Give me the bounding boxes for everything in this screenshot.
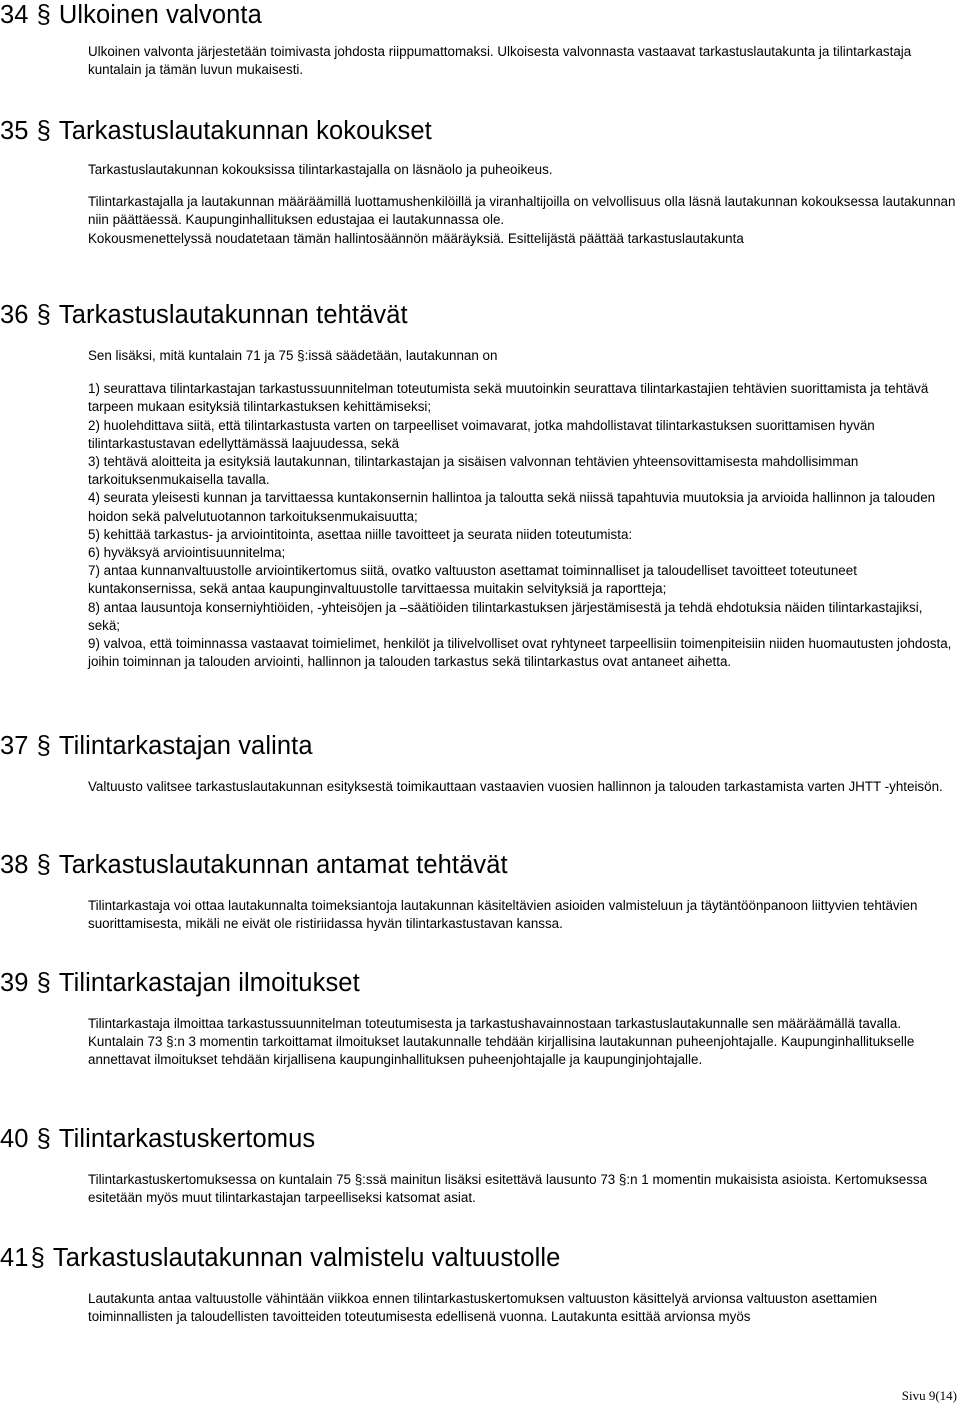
paragraph: Tarkastuslautakunnan kokouksissa tilintarkastajalla on läsnäolo ja puheoikeus. — [88, 162, 553, 177]
section-body — [88, 161, 956, 248]
paragraph: Tilintarkastaja ilmoittaa tarkastussuunnitelman toteutumisesta ja tarkastushavainnostaan tarkastuslautakunnalle sen määräämällä tavalla. Kuntalain 73 §:n 3 momentin tarkoittamat ilmoitukset lautakunnalle tehdään kirjallisina lautakunnan puheenjohtajalle. Kaupunginhallitukselle annettavat ilmoitukset tehdään kirjallisena kaupunginhallituksen puheenjohtajalle ja kaupunginjohtajalle. — [88, 1016, 915, 1068]
paragraph: Tilintarkastajalla ja lautakunnan määräämillä luottamushenkilöillä ja viranhaltijoilla on velvollisuus olla läsnä lautakunnan kokouksessa lautakunnan niin päättäessä. Kaupunginhallituksen edustajaa ei lautakunnassa ole. — [88, 194, 956, 228]
section-title: Tarkastuslautakunnan tehtävät — [58, 301, 408, 329]
section-body — [88, 1015, 956, 1070]
section-body — [88, 43, 956, 79]
section-number: 34 — [0, 1, 29, 29]
section-title: Tilintarkastuskertomus — [58, 1125, 316, 1153]
intro-text: Sen lisäksi, mitä kuntalain 71 ja 75 §:issä säädetään, lautakunnan on — [88, 348, 498, 363]
list-item: 5) kehittää tarkastus- ja arviointitointa, asettaa niille tavoitteet ja seurata niiden toteutumista: — [88, 526, 633, 542]
section-body — [88, 1171, 956, 1207]
section-39 — [0, 968, 960, 1070]
section-number: 36 — [0, 301, 29, 329]
paragraph-sign-icon: § — [36, 851, 51, 879]
list-item: 9) valvoa, että toiminnassa vastaavat toimielimet, henkilöt ja tilivelvolliset ovat ryhtyneet tarpeellisiin toimenpiteisiin niiden huomautusten johdosta, joihin toiminnan ja talouden arviointi, hallinnon ja talouden tarkastus sekä tilintarkastus ovat antaneet aihetta. — [88, 636, 952, 670]
list-item: 6) hyväksyä arviointisuunnitelma; — [88, 545, 286, 561]
list-item: 7) antaa kunnanvaltuustolle arviointikertomus siitä, ovatko valtuuston asettamat toiminnalliset ja taloudelliset tavoitteet toteutuneet kuntakonsernissa, sekä antaa kaupunginvaltuustolle tarvittaessa muitakin selvityksiä ja raportteja; — [88, 563, 857, 597]
section-heading — [0, 850, 960, 880]
paragraph: Lautakunta antaa valtuustolle vähintään viikkoa ennen tilintarkastuskertomuksen valtuuston käsittelyä arvionsa valtuuston asettamien toiminnallisten ja taloudellisten tavoitteiden toteutumisesta edellisenä vuonna. Lautakunta esittää arvionsa myös — [88, 1291, 878, 1325]
list-item: 8) antaa lausuntoja konserniyhtiöiden, -yhteisöjen ja –säätiöiden tilintarkastuksen järjestämisestä ja tehdä ehdotuksia näiden tilintarkastajiksi, sekä; — [88, 599, 923, 633]
paragraph-sign-icon: § — [30, 1244, 45, 1272]
list-item: 3) tehtävä aloitteita ja esityksiä lautakunnan, tilintarkastajan ja sisäisen valvonnan tehtävien yhteensovittamisesta mahdollisimman tarkoituksenmukaisella tavalla. — [88, 454, 859, 488]
paragraph-sign-icon: § — [36, 117, 51, 145]
section-body — [88, 347, 956, 671]
section-heading — [0, 116, 960, 146]
section-body — [88, 897, 956, 933]
section-title: Tarkastuslautakunnan antamat tehtävät — [58, 851, 508, 879]
section-heading — [0, 731, 960, 761]
section-heading — [0, 0, 960, 30]
list-item: 2) huolehdittava siitä, että tilintarkastusta varten on tarpeelliset voimavarat, jotka mahdollistavat tilintarkastuksen suorittamisen hyvän tilintarkastustavan edellyttämässä laajuudessa, sekä — [88, 417, 875, 451]
section-38 — [0, 850, 960, 933]
section-heading — [0, 968, 960, 998]
section-36 — [0, 300, 960, 671]
section-heading — [0, 1124, 960, 1154]
section-37 — [0, 731, 960, 796]
paragraph-sign-icon: § — [36, 301, 51, 329]
section-title: Tarkastuslautakunnan kokoukset — [58, 117, 432, 145]
section-number: 35 — [0, 117, 29, 145]
section-number: 38 — [0, 851, 29, 879]
section-body — [88, 778, 956, 796]
paragraph: Kokousmenettelyssä noudatetaan tämän hallintosäännön määräyksiä. Esittelijästä päättää tarkastuslautakunta — [88, 230, 744, 246]
paragraph: Ulkoinen valvonta järjestetään toimivasta johdosta riippumattomaksi. Ulkoisesta valvonnasta vastaavat tarkastuslautakunta ja tilintarkastaja kuntalain ja tämän luvun mukaisesti. — [88, 44, 912, 78]
page-number: Sivu 9(14) — [901, 1388, 957, 1403]
paragraph-sign-icon: § — [36, 1125, 51, 1153]
section-title: Tilintarkastajan ilmoitukset — [58, 969, 360, 997]
section-34 — [0, 0, 960, 79]
paragraph: Tilintarkastuskertomuksessa on kuntalain 75 §:ssä mainitun lisäksi esitettävä lausunto 73 §:n 1 momentin mukaisista asioista. Kertomuksessa esitetään myös muut tilintarkastajan tarpeelliseksi katsomat asiat. — [88, 1172, 928, 1206]
section-body — [88, 1290, 956, 1326]
list-item: 1) seurattava tilintarkastajan tarkastussuunnitelman toteutumista sekä muutoinkin seurattava tilintarkastajien tehtävien suorittamista ja tehtävä tarpeen mukaan esityksiä tilintarkastuksen kehittämiseksi; — [88, 381, 929, 415]
section-40 — [0, 1124, 960, 1207]
section-number: 41 — [0, 1244, 29, 1272]
section-title: Ulkoinen valvonta — [58, 1, 262, 29]
paragraph-sign-icon: § — [36, 969, 51, 997]
section-title: Tarkastuslautakunnan valmistelu valtuustolle — [52, 1244, 561, 1272]
paragraph-sign-icon: § — [36, 1, 51, 29]
section-41 — [0, 1243, 960, 1326]
section-title: Tilintarkastajan valinta — [58, 732, 313, 760]
paragraph: Valtuusto valitsee tarkastuslautakunnan esityksestä toimikauttaan vastaavien vuosien hallinnon ja talouden tarkastamista varten JHTT -yhteisön. — [88, 779, 943, 794]
section-heading — [0, 1243, 960, 1273]
section-35 — [0, 116, 960, 248]
section-number: 40 — [0, 1125, 29, 1153]
paragraph: Tilintarkastaja voi ottaa lautakunnalta toimeksiantoja lautakunnan käsiteltävien asioiden valmisteluun ja täytäntöönpanoon liittyvien tehtävien suorittamisesta, mikäli ne eivät ole ristiriidassa hyvän tilintarkastustavan kanssa. — [88, 898, 918, 932]
section-number: 37 — [0, 732, 29, 760]
section-heading — [0, 300, 960, 330]
paragraph-sign-icon: § — [36, 732, 51, 760]
section-number: 39 — [0, 969, 29, 997]
list-item: 4) seurata yleisesti kunnan ja tarvittaessa kuntakonsernin hallintoa ja taloutta sekä niissä tapahtuvia muutoksia ja arvioida hallinnon ja talouden hoidon sekä palvelutuotannon tarkoituksenmukaisuutta; — [88, 490, 936, 524]
